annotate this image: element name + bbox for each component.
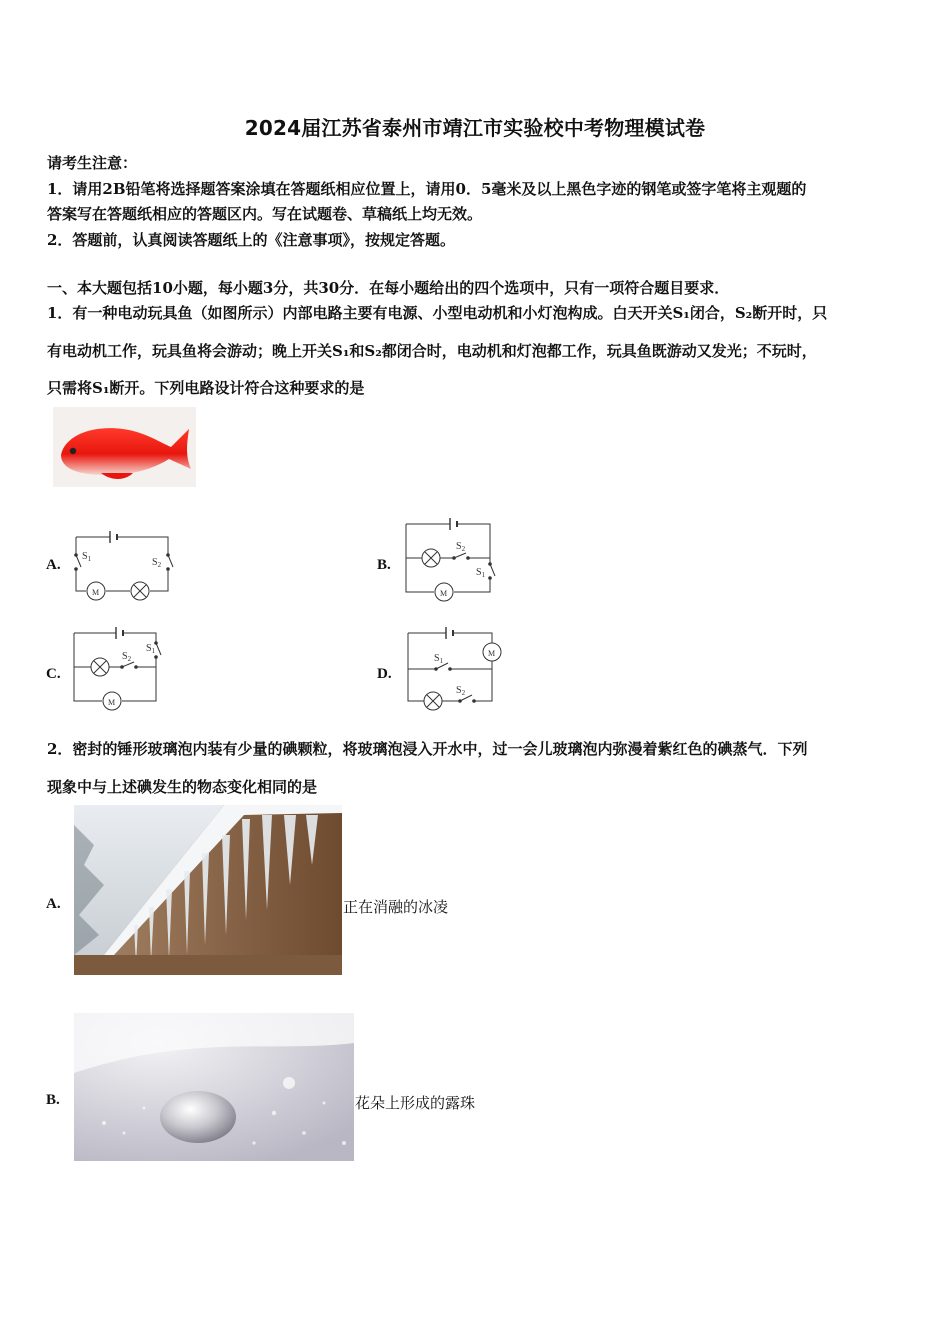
page-title: 2024届江苏省泰州市靖江市实验校中考物理模试卷 [244, 116, 706, 140]
notice-line-1: 1．请用2B铅笔将选择题答案涂填在答题纸相应位置上，请用0．5毫米及以上黑色字迹的钢笔或签字笔将主观题的 [47, 180, 807, 198]
icicles-photo [74, 805, 342, 975]
section-heading: 一、本大题包括10小题，每小题3分，共30分．在每小题给出的四个选项中，只有一项符合题目要求． [47, 279, 730, 297]
notice-line-2: 答案写在答题纸相应的答题区内。写在试题卷、草稿纸上均无效。 [47, 205, 483, 223]
circuit-b-s2-label: $S_2$ [456, 541, 466, 553]
q2-option-b: B. [46, 1092, 60, 1108]
q1-option-a: A. [46, 557, 61, 573]
q1-option-d: D. [377, 666, 392, 682]
q1-option-b: B. [377, 557, 391, 573]
notice-heading: 请考生注意： [47, 154, 138, 172]
circuit-a-s2-label: $S_2$ [152, 557, 162, 569]
circuit-d-motor-label: M [488, 649, 496, 658]
circuit-b-s1-label: $S_1$ [476, 567, 486, 579]
q1-line-2: 有电动机工作，玩具鱼将会游动；晚上开关S₁和S₂都闭合时，电动机和灯泡都工作，玩具鱼既游动又发光；不玩时， [47, 342, 817, 360]
q2-option-a: A. [46, 896, 61, 912]
circuit-a-motor-label: M [92, 588, 100, 597]
dewdrop-photo [74, 1013, 354, 1161]
circuit-d-s1-label: $S_1$ [434, 653, 444, 665]
q1-line-3: 只需将S₁断开。下列电路设计符合这种要求的是 [47, 379, 365, 397]
q2-option-a-caption: 正在消融的冰凌 [343, 898, 449, 916]
q1-line-1: 1．有一种电动玩具鱼（如图所示）内部电路主要有电源、小型电动机和小灯泡构成。白天开关S₁闭合，S₂断开时，只 [47, 304, 828, 322]
circuit-diagram-c [70, 625, 170, 715]
circuit-diagram-a [70, 525, 180, 605]
q2-line-1: 2．密封的锤形玻璃泡内装有少量的碘颗粒，将玻璃泡浸入开水中，过一会儿玻璃泡内弥漫着紫红色的碘蒸气．下列 [47, 740, 808, 758]
circuit-d-s2-label: $S_2$ [456, 685, 466, 697]
q2-option-b-caption: 花朵上形成的露珠 [355, 1094, 476, 1112]
notice-line-3: 2．答题前，认真阅读答题纸上的《注意事项》，按规定答题。 [47, 231, 455, 249]
q1-option-c: C. [46, 666, 61, 682]
circuit-c-s1-label: $S_1$ [146, 643, 156, 655]
circuit-c-motor-label: M [108, 698, 116, 707]
q2-line-2: 现象中与上述碘发生的物态变化相同的是 [47, 778, 318, 796]
circuit-c-s2-label: $S_2$ [122, 651, 132, 663]
circuit-diagram-b [400, 516, 500, 606]
circuit-diagram-d [400, 625, 510, 715]
circuit-a-s1-label: $S_1$ [82, 551, 92, 563]
toy-fish-image [53, 407, 196, 487]
circuit-b-motor-label: M [440, 589, 448, 598]
